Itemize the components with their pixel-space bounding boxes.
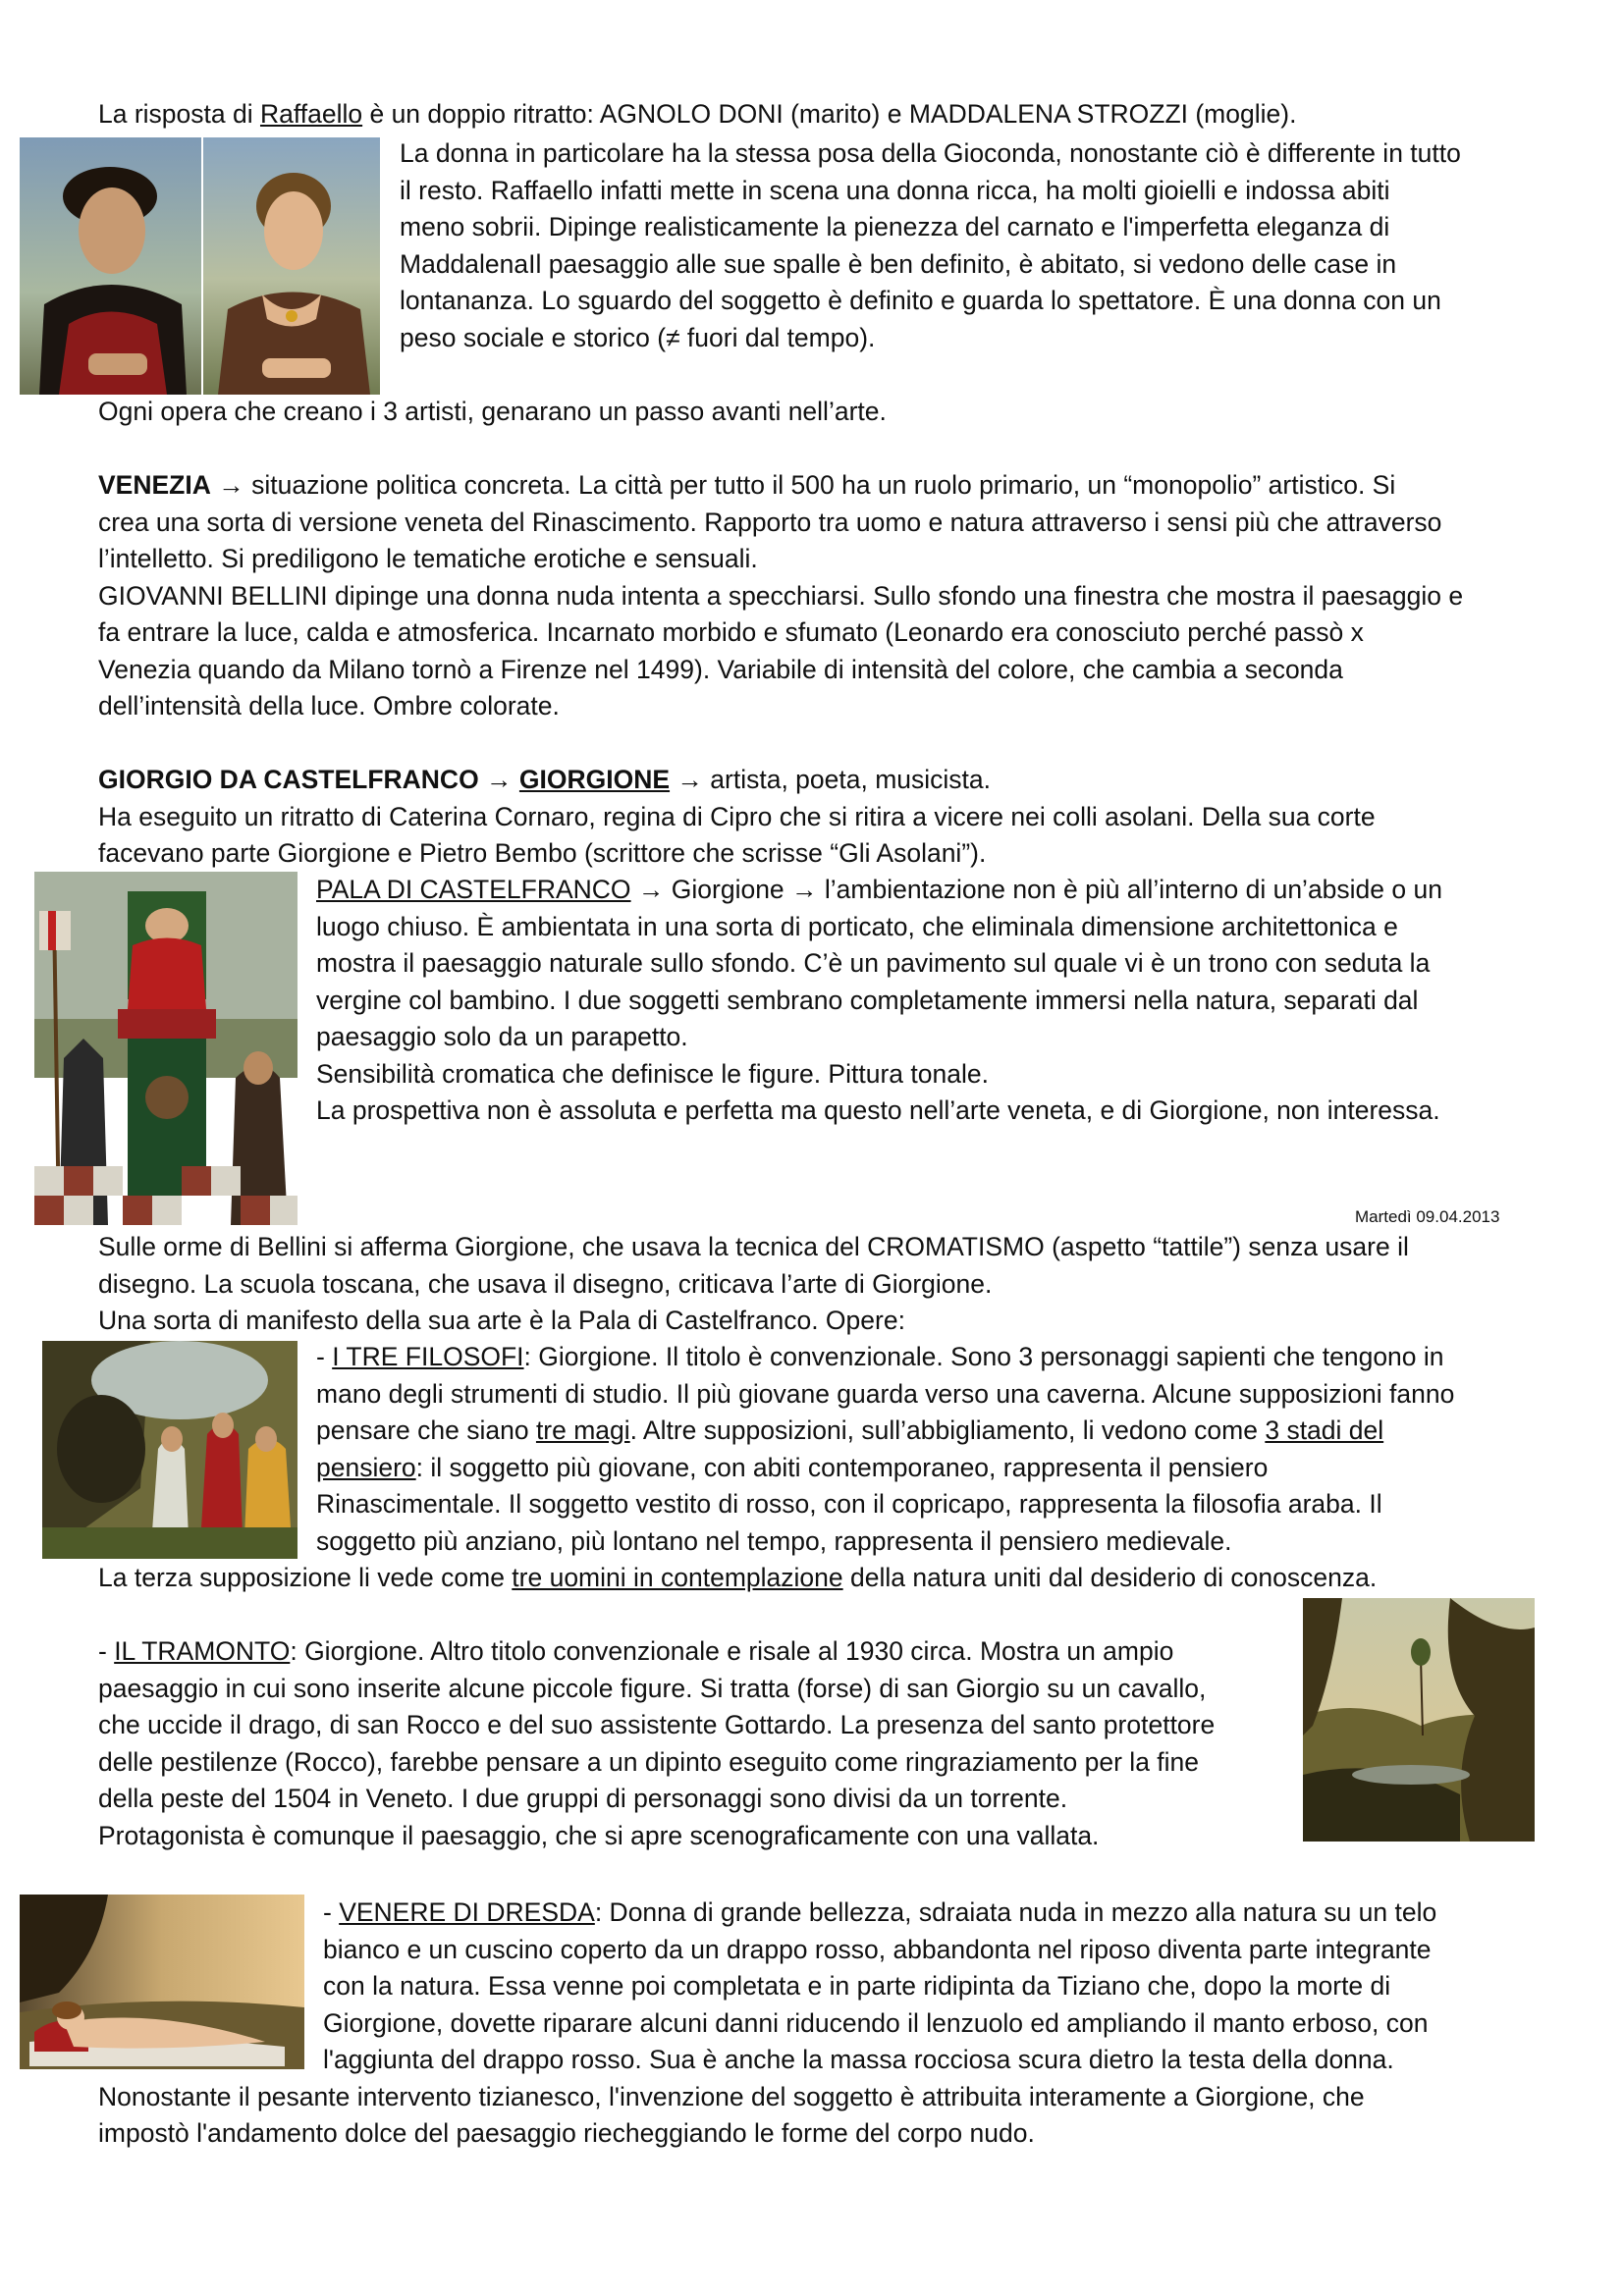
raffaello-link: Raffaello [259,99,363,129]
tramonto-title: IL TRAMONTO [114,1636,291,1666]
venere-line-1: - VENERE DI DRESDA: Donna di grande bellezza, sdraiata nuda in mezzo alla natura su un telo [323,1897,1437,1927]
venere-line-2: bianco e un cuscino coperto da un drappo rosso, abbandonta nel riposo diventa parte integrante [323,1934,1432,1964]
filosofi-line-5: Rinascimentale. Il soggetto vestito di rosso, con il copricapo, rappresenta la filosofia araba. Il [316,1489,1382,1519]
stadi-pensiero-2: pensiero [316,1452,416,1482]
tre-magi: tre magi [535,1415,630,1445]
agnolo-doni-portrait [20,137,201,395]
giorgione-line-2: facevano parte Giorgione e Pietro Bembo (scrittore che scrisse “Gli Asolani”). [98,838,987,868]
pala-line-1: PALA DI CASTELFRANCO → Giorgione → l’ambientazione non è più all’interno di un’abside o un [316,875,1442,904]
venere-line-6: Nonostante il pesante intervento tizianesco, l'invenzione del soggetto è attribuita interamente a Giorgione, che [98,2081,1365,2111]
pala-di-castelfranco-image [34,872,298,1225]
maddalena-strozzi-portrait [203,137,380,395]
venere-title: VENERE DI DRESDA [339,1897,595,1927]
orme-line-3: Una sorta di manifesto della sua arte è la Pala di Castelfranco. Opere: [98,1306,905,1335]
tramonto-line-2: paesaggio in cui sono inserite alcune piccole figure. Si tratta (forse) di san Giorgio su un cavallo, [98,1673,1207,1703]
venezia-line-3: l’intelletto. Si prediligono le tematiche erotiche e sensuali. [98,544,758,573]
giorgione-heading-line: GIORGIO DA CASTELFRANCO → GIORGIONE → artista, poeta, musicista. [98,765,992,794]
orme-line-2: disegno. La scuola toscana, che usava il disegno, criticava l’arte di Giorgione. [98,1268,993,1299]
filosofi-line-3: pensare che siano tre magi. Altre supposizioni, sull’abbigliamento, li vedono come 3 stadi del [316,1415,1384,1445]
pala-line-4: vergine col bambino. I due soggetti sembrano completamente immersi nella natura, separati dal [316,985,1419,1015]
raffaello-line-1: La donna in particolare ha la stessa posa della Gioconda, nonostante ciò è differente in tutto [400,138,1461,168]
pala-line-6: Sensibilità cromatica che definisce le figure. Pittura tonale. [316,1058,989,1089]
tramonto-line-3: che uccide il drago, di san Rocco e del suo assistente Gottardo. La presenza del santo protettore [98,1710,1216,1739]
raffaello-intro-line: La risposta di Raffaello è un doppio ritratto: AGNOLO DONI (marito) e MADDALENA STROZZI (moglie). [98,99,1297,129]
venezia-heading-line: VENEZIA → situazione politica concreta. La città per tutto il 500 ha un ruolo primario, un “monopolio” artistico. Si [98,470,1396,500]
date-label: Martedì 09.04.2013 [1355,1207,1500,1226]
venezia-heading: VENEZIA [98,470,211,500]
filosofi-line-7: La terza supposizione li vede come tre uomini in contemplazione della natura uniti dal desiderio di conoscenza. [98,1563,1378,1592]
pala-line-5: paesaggio solo da un parapetto. [316,1022,688,1051]
orme-line-1: Sulle orme di Bellini si afferma Giorgione, che usava la tecnica del CROMATISMO (aspetto “tattile”) senza usare il [98,1232,1409,1261]
pala-line-3: mostra il paesaggio naturale sullo sfondo. C’è un pavimento sul quale vi è un trono con seduta la [316,948,1431,978]
pala-line-2: luogo chiuso. È ambientata in una sorta di porticato, che eliminala dimensione architettonica e [316,911,1398,941]
filosofi-line-1: - I TRE FILOSOFI: Giorgione. Il titolo è convenzionale. Sono 3 personaggi sapienti che tengono in [316,1342,1444,1371]
bellini-line-4: dell’intensità della luce. Ombre colorate. [98,691,560,721]
giorgio-heading: GIORGIO DA CASTELFRANCO [98,765,479,794]
pala-title: PALA DI CASTELFRANCO [316,875,631,904]
raffaello-line-2: il resto. Raffaello infatti mette in scena una donna ricca, ha molti gioielli e indossa abiti [400,175,1390,205]
bellini-line-3: Venezia quando da Milano tornò a Firenze nel 1499). Variabile di intensità del colore, che cambia a seconda [98,654,1343,684]
tramonto-line-6: Protagonista è comunque il paesaggio, che si apre scenograficamente con una vallata. [98,1820,1100,1850]
raffaello-line-3: meno sobrii. Dipinge realisticamente la pienezza del carnato e l'imperfetta eleganza di [400,212,1390,241]
venere-line-7: impostò l'andamento dolce del paesaggio riecheggiando le forme del corpo nudo. [98,2118,1035,2148]
tre-uomini: tre uomini in contemplazione [512,1563,843,1592]
tramonto-line-1: - IL TRAMONTO: Giorgione. Altro titolo convenzionale e risale al 1930 circa. Mostra un ampio [98,1636,1174,1666]
filosofi-title: I TRE FILOSOFI [332,1342,524,1371]
filosofi-line-6: soggetto più anziano, più lontano nel tempo, rappresenta il pensiero medievale. [316,1525,1232,1556]
ogni-opera-line: Ogni opera che creano i 3 artisti, genarano un passo avanti nell’arte. [98,397,887,426]
raffaello-line-6: peso sociale e storico (≠ fuori dal tempo). [400,322,876,352]
tre-filosofi-image [42,1341,298,1559]
raffaello-line-4: MaddalenaIl paesaggio alle sue spalle è ben definito, è abitato, si vedono delle case in [400,248,1397,279]
bellini-line-1: GIOVANNI BELLINI dipinge una donna nuda intenta a specchiarsi. Sullo sfondo una finestra che mostra il paesaggio e [98,580,1464,611]
raffaello-line-5: lontananza. Lo sguardo del soggetto è definito e guarda lo spettatore. È una donna con un [400,286,1441,315]
tramonto-image [1303,1598,1535,1842]
stadi-pensiero-1: 3 stadi del [1265,1415,1384,1445]
venere-di-dresda-image [20,1895,304,2069]
venere-line-5: l'aggiunta del drappo rosso. Sua è anche la massa rocciosa scura dietro la testa della donna. [323,2045,1394,2074]
tramonto-line-4: delle pestilenze (Rocco), farebbe pensare a un dipinto eseguito come ringraziamento per la fine [98,1746,1200,1777]
venere-line-3: con la natura. Essa venne poi completata e in parte ridipinta da Tiziano che, dopo la morte di [323,1971,1391,2001]
pala-line-7: La prospettiva non è assoluta e perfetta ma questo nell’arte veneta, e di Giorgione, non interessa. [316,1095,1440,1125]
giorgione-heading: GIORGIONE [518,765,671,794]
giorgione-line-1: Ha eseguito un ritratto di Caterina Cornaro, regina di Cipro che si ritira a vicere nei colli asolani. Della sua corte [98,801,1376,831]
venere-line-4: Giorgione, dovette riparare alcuni danni riducendo il lenzuolo ed ampliando il manto erboso, con [323,2007,1429,2038]
bellini-line-2: fa entrare la luce, calda e atmosferica. Incarnato morbido e sfumato (Leonardo era conosciuto perché passò x [98,617,1364,647]
venezia-line-2: crea una sorta di versione veneta del Rinascimento. Rapporto tra uomo e natura attraverso i sensi più che attraverso [98,507,1442,537]
filosofi-line-2: mano degli strumenti di studio. Il più giovane guarda verso una caverna. Alcune supposizioni fanno [316,1378,1455,1409]
filosofi-line-4: pensiero: il soggetto più giovane, con abiti contemporaneo, rappresenta il pensiero [316,1452,1269,1482]
tramonto-line-5: della peste del 1504 in Veneto. I due gruppi di personaggi sono divisi da un torrente. [98,1784,1068,1813]
